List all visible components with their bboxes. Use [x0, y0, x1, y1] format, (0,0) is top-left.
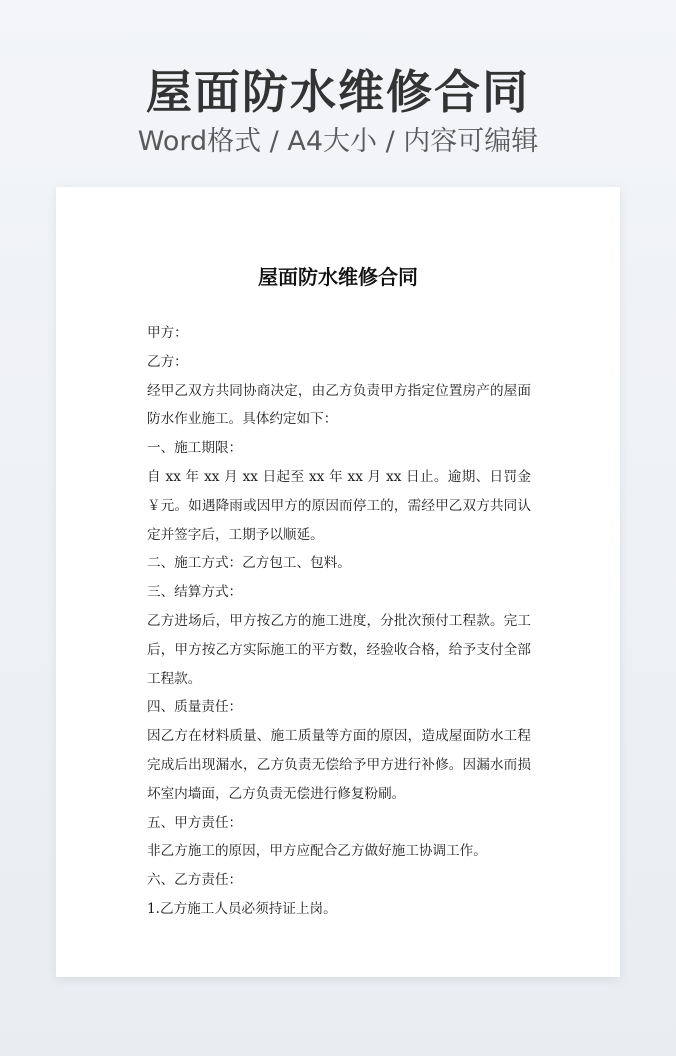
- party-a-duty-paragraph: 非乙方施工的原因，甲方应配合乙方做好施工协调工作。: [147, 843, 487, 860]
- party-b-duty-item-1: 1.乙方施工人员必须持证上岗。: [147, 900, 337, 917]
- banner-subtitle: Word格式 / A4大小 / 内容可编辑: [137, 126, 539, 157]
- section-heading-party-a-duty: 五、甲方责任：: [147, 814, 243, 831]
- document-title: 屋面防水维修合同: [258, 265, 418, 289]
- quality-paragraph: 因乙方在材料质量、施工质量等方面的原因，造成屋面防水工程完成后出现漏水，乙方负责无偿给予甲方进行补修。因漏水而损坏室内墙面，乙方负责无偿进行修复粉刷。: [147, 728, 531, 802]
- section-heading-construction-period: 一、施工期限：: [147, 440, 243, 457]
- section-heading-quality: 四、质量责任：: [147, 699, 243, 716]
- section-heading-party-b-duty: 六、乙方责任：: [147, 872, 243, 889]
- document-page: [56, 187, 620, 977]
- document-body: [147, 319, 531, 924]
- section-heading-construction-method: 二、施工方式：乙方包工、包料。: [147, 555, 351, 572]
- settlement-paragraph: 乙方进场后，甲方按乙方的施工进度，分批次预付工程款。完工后，甲方按乙方实际施工的平方数，经验收合格，给予支付全部工程款。: [147, 612, 531, 687]
- section-heading-settlement: 三、结算方式：: [147, 584, 243, 601]
- preview-banner: [0, 60, 676, 160]
- banner-title: 屋面防水维修合同: [146, 65, 530, 119]
- party-b-line: 乙方：: [147, 353, 188, 370]
- intro-paragraph: 经甲乙双方共同协商决定，由乙方负责甲方指定位置房产的屋面防水作业施工。具体约定如下：: [147, 382, 531, 428]
- construction-period-paragraph: 自 xx 年 xx 月 xx 日起至 xx 年 xx 月 xx 日止。逾期、日罚金￥元。如遇降雨或因甲方的原因而停工的，需经甲乙双方共同认定并签字后，工期予以顺延。: [147, 468, 531, 543]
- party-a-line: 甲方：: [147, 325, 188, 341]
